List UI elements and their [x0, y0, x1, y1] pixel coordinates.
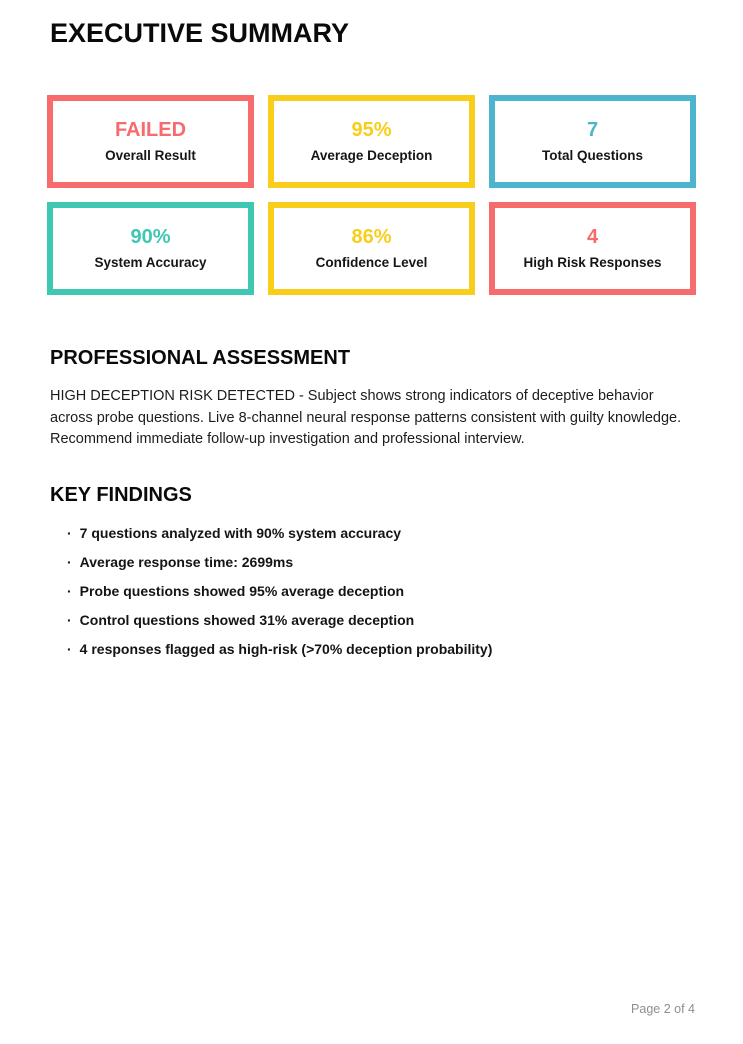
finding-item — [67, 613, 693, 628]
stat-card — [268, 95, 475, 188]
bullet-dot-icon: · — [67, 553, 72, 570]
stat-card — [489, 202, 696, 295]
stat-card-value: 4 — [586, 226, 599, 249]
stat-card — [47, 95, 254, 188]
professional-assessment-heading: PROFESSIONAL ASSESSMENT — [50, 347, 351, 369]
page-number: Page 2 of 4 — [631, 1002, 695, 1016]
page-title: EXECUTIVE SUMMARY — [50, 18, 350, 48]
finding-item — [67, 555, 693, 570]
key-findings-list — [67, 526, 693, 657]
finding-text: Probe questions showed 95% average deception — [79, 582, 405, 599]
stat-card-label: Overall Result — [105, 148, 196, 164]
stat-card-label: Total Questions — [541, 148, 643, 164]
finding-text: 4 responses flagged as high-risk (>70% deception probability) — [79, 640, 493, 657]
stat-card-value: 90% — [130, 226, 171, 249]
stat-card-label: Average Deception — [310, 148, 433, 164]
stat-card — [47, 202, 254, 295]
key-findings-heading: KEY FINDINGS — [50, 483, 192, 506]
finding-item — [67, 642, 693, 657]
finding-item — [67, 526, 693, 541]
stat-card-label: System Accuracy — [94, 255, 207, 271]
professional-assessment-body: HIGH DECEPTION RISK DETECTED - Subject shows strong indicators of deceptive behavior across probe questions. Live 8-channel neural response patterns consistent with guilty knowledge. Recommend immediate follow-up investigation and professional interview. — [50, 388, 682, 447]
bullet-dot-icon: · — [67, 640, 72, 657]
bullet-dot-icon: · — [67, 582, 72, 599]
stat-card-label: High Risk Responses — [523, 255, 662, 271]
stat-card — [268, 202, 475, 295]
bullet-dot-icon: · — [67, 524, 72, 541]
stat-card-value: 7 — [586, 119, 599, 142]
stat-card-value: FAILED — [114, 119, 187, 142]
stat-cards-grid — [47, 95, 696, 295]
finding-item — [67, 584, 693, 599]
stat-card-label: Confidence Level — [315, 255, 428, 271]
finding-text: Control questions showed 31% average deception — [79, 611, 415, 628]
finding-text: 7 questions analyzed with 90% system accuracy — [79, 524, 402, 541]
stat-card-value: 86% — [351, 226, 392, 249]
finding-text: Average response time: 2699ms — [79, 553, 294, 570]
bullet-dot-icon: · — [67, 611, 72, 628]
stat-card-value: 95% — [351, 119, 392, 142]
stat-card — [489, 95, 696, 188]
